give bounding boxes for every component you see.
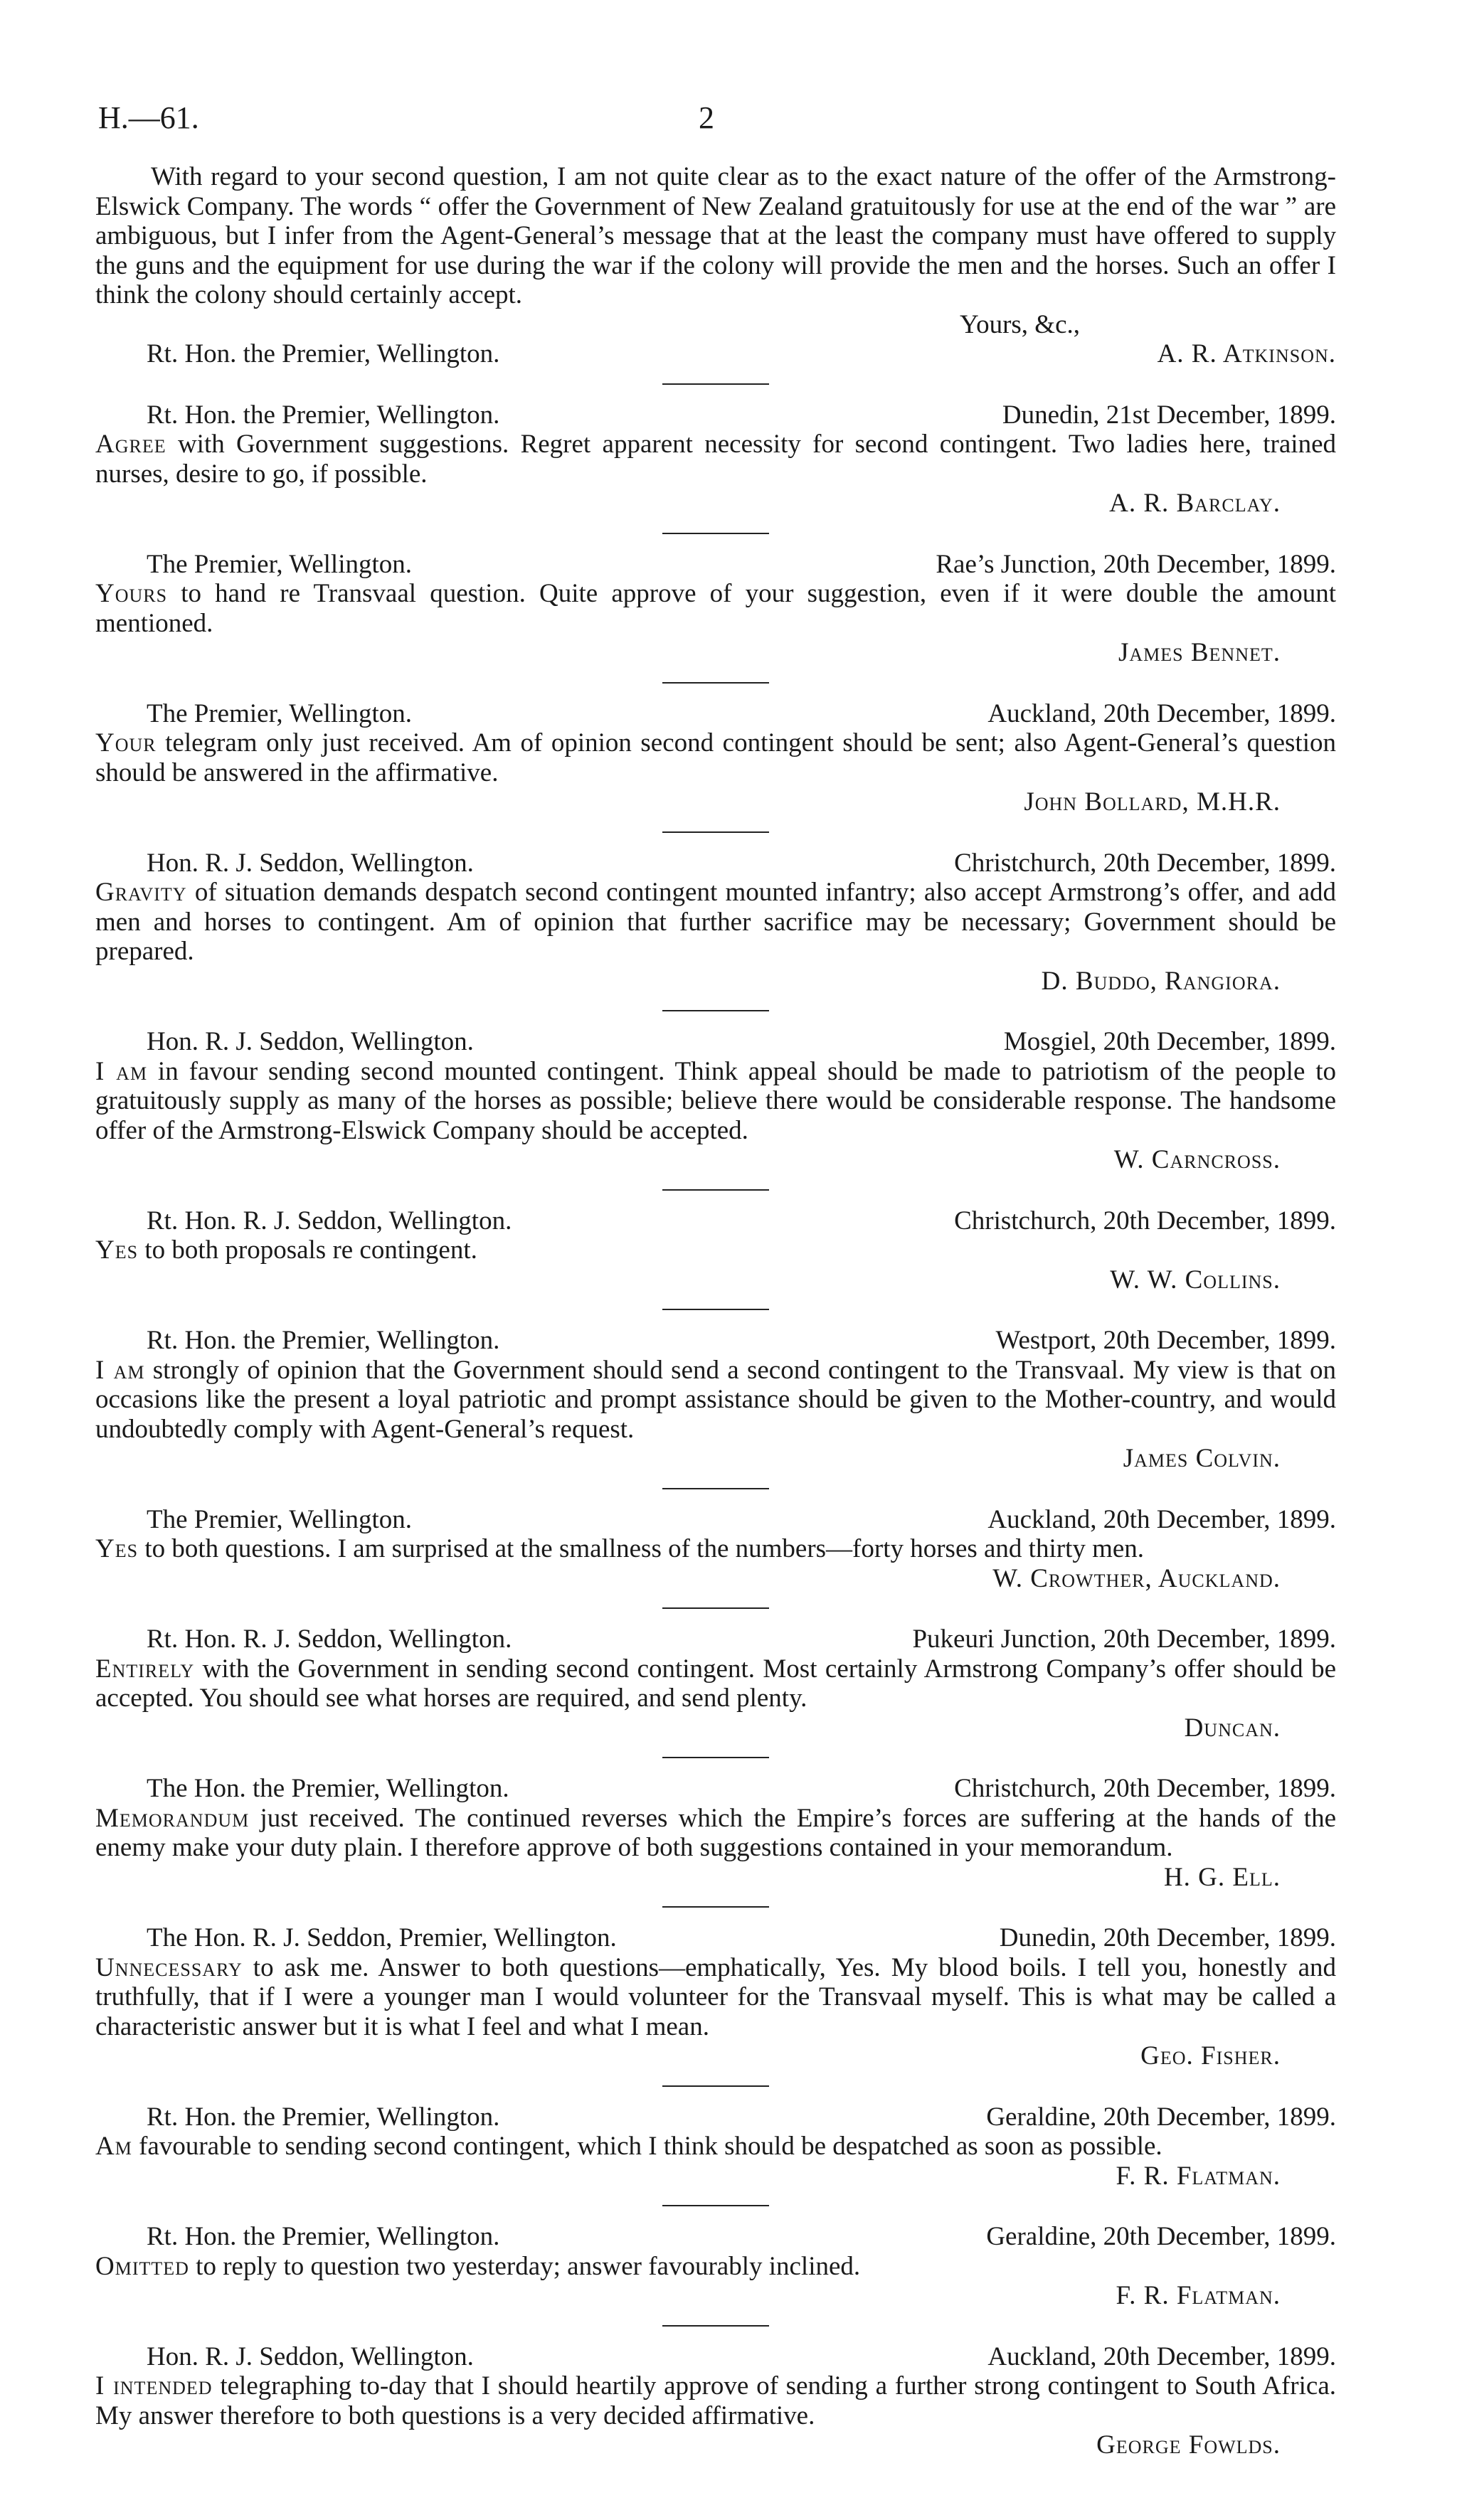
document-body: [95, 162, 1336, 2460]
telegram-body: [95, 1804, 1336, 1863]
telegram-place-date: Auckland, 20th December, 1899.: [987, 698, 1336, 728]
telegram-place-date: Pukeuri Junction, 20th December, 1899.: [912, 1625, 1336, 1654]
telegram-lead-word: Unnecessary: [95, 1952, 243, 1982]
telegram-entry: [95, 1774, 1336, 1892]
telegram-text: with the Government in sending second contingent. Most certainly Armstrong Company’s offer should be accepted. You should see what horses are required, and send plenty.: [95, 1654, 1336, 1713]
separator-rule: [662, 1607, 769, 1609]
telegram-body: [95, 2252, 1336, 2282]
telegram-header: [95, 1923, 1336, 1953]
telegram-place-date: Christchurch, 20th December, 1899.: [954, 848, 1336, 878]
document-reference: H.—61.: [98, 100, 199, 135]
telegram-addressee: Rt. Hon. the Premier, Wellington.: [147, 2102, 500, 2132]
telegram-place-date: Dunedin, 20th December, 1899.: [999, 1923, 1336, 1952]
separator-rule: [662, 1309, 769, 1310]
telegram-signature: W. Crowther, Auckland.: [992, 1563, 1281, 1593]
separator-rule: [662, 533, 769, 534]
telegram-text: strongly of opinion that the Government should send a second contingent to the Transvaal. My view is that on occasions like the present a loyal patriotic and prompt assistance should be given to the Mother-country, and would undoubtedly comply with Agent-General’s request.: [95, 1355, 1336, 1444]
telegram-list: [95, 383, 1336, 2460]
telegram-entry: [95, 1206, 1336, 1295]
telegram-header: [95, 849, 1336, 878]
separator-rule: [662, 831, 769, 833]
telegram-text: to both proposals re contingent.: [138, 1235, 477, 1265]
telegram-text: telegram only just received. Am of opinion second contingent should be sent; also Agent-General’s question should be answered in the affirmative.: [95, 728, 1336, 787]
telegram-body: [95, 1057, 1336, 1146]
telegram-header: [95, 1505, 1336, 1535]
telegram-body: [95, 1356, 1336, 1445]
telegram-lead-word: Gravity: [95, 878, 187, 907]
telegram-text: to hand re Transvaal question. Quite approve of your suggestion, even if it were double the amount mentioned.: [95, 579, 1336, 638]
telegram-lead-word: Your: [95, 728, 157, 757]
telegram-text: favourable to sending second contingent, which I think should be despatched as soon as possible.: [132, 2132, 1162, 2161]
telegram-body: [95, 1654, 1336, 1713]
telegram-addressee: The Hon. the Premier, Wellington.: [147, 1774, 509, 1803]
telegram-header: [95, 2342, 1336, 2372]
telegram-signature: H. G. Ell.: [1163, 1862, 1281, 1892]
telegram-header: [95, 1774, 1336, 1804]
intro-addressee: Rt. Hon. the Premier, Wellington.: [147, 339, 500, 368]
telegram-addressee: Rt. Hon. R. J. Seddon, Wellington.: [147, 1625, 512, 1654]
telegram-entry: [95, 2102, 1336, 2191]
telegram-body: [95, 1953, 1336, 2042]
telegram-entry: [95, 1625, 1336, 1743]
telegram-signature: D. Buddo, Rangiora.: [1041, 966, 1281, 996]
telegram-lead-word: Yours: [95, 579, 168, 608]
telegram-header: [95, 1206, 1336, 1236]
telegram-place-date: Christchurch, 20th December, 1899.: [954, 1774, 1336, 1803]
separator-rule: [662, 2085, 769, 2087]
telegram-addressee: Rt. Hon. the Premier, Wellington.: [147, 1326, 500, 1355]
telegram-body: [95, 1534, 1336, 1564]
telegram-addressee: The Hon. R. J. Seddon, Premier, Wellington.: [147, 1923, 617, 1952]
telegram-signature: W. Carncross.: [1113, 1145, 1281, 1174]
telegram-lead-word: I am: [95, 1056, 148, 1086]
telegram-header: [95, 2102, 1336, 2132]
telegram-body: [95, 579, 1336, 638]
telegram-addressee: Rt. Hon. the Premier, Wellington.: [147, 400, 500, 430]
separator-rule: [662, 1488, 769, 1489]
separator-rule: [662, 383, 769, 385]
telegram-entry: [95, 1505, 1336, 1594]
telegram-body: [95, 430, 1336, 489]
separator-rule: [662, 1189, 769, 1191]
telegram-lead-word: Am: [95, 2132, 132, 2161]
separator-rule: [662, 2205, 769, 2206]
telegram-place-date: Rae’s Junction, 20th December, 1899.: [936, 549, 1336, 579]
telegram-text: to ask me. Answer to both questions—emphatically, Yes. My blood boils. I tell you, honestly and truthfully, that if I were a younger man I would volunteer for the Transvaal myself. This is what may be called a characteristic answer but it is what I feel and what I mean.: [95, 1952, 1336, 2041]
telegram-header: [95, 2222, 1336, 2252]
intro-signature: A. R. Atkinson.: [1157, 339, 1336, 368]
telegram-place-date: Geraldine, 20th December, 1899.: [986, 2222, 1336, 2251]
telegram-body: [95, 2371, 1336, 2430]
telegram-place-date: Westport, 20th December, 1899.: [995, 1326, 1336, 1355]
telegram-signature: Duncan.: [1184, 1713, 1281, 1743]
telegram-body: [95, 1235, 1336, 1265]
telegram-entry: [95, 2342, 1336, 2460]
telegram-place-date: Auckland, 20th December, 1899.: [987, 2341, 1336, 2371]
telegram-addressee: Hon. R. J. Seddon, Wellington.: [147, 848, 474, 878]
telegram-addressee: The Premier, Wellington.: [147, 549, 412, 579]
telegram-place-date: Mosgiel, 20th December, 1899.: [1003, 1027, 1336, 1056]
telegram-entry: [95, 400, 1336, 519]
telegram-signature: F. R. Flatman.: [1116, 2161, 1281, 2191]
separator-rule: [662, 1010, 769, 1011]
telegram-lead-word: Yes: [95, 1534, 139, 1563]
telegram-header: [95, 1625, 1336, 1654]
telegram-lead-word: Agree: [95, 430, 166, 459]
telegram-addressee: Rt. Hon. the Premier, Wellington.: [147, 2222, 500, 2251]
telegram-addressee: Hon. R. J. Seddon, Wellington.: [147, 2341, 474, 2371]
intro-paragraph: With regard to your second question, I am not quite clear as to the exact nature of the offer of the Armstrong-Elswick Company. The words “ offer the Government of New Zealand gratuitously for use at the end of the war ” are ambiguous, but I infer from the Agent-General’s message that at the least the company must have offered to supply the guns and the equipment for use during the war if the colony will provide the men and the horses. Such an offer I think the colony should certainly accept.: [95, 162, 1336, 309]
telegram-addressee: Hon. R. J. Seddon, Wellington.: [147, 1027, 474, 1056]
telegram-entry: [95, 849, 1336, 996]
telegram-signature: John Bollard, M.H.R.: [1024, 787, 1281, 817]
telegram-header: [95, 400, 1336, 430]
telegram-body: [95, 2132, 1336, 2162]
telegram-header: [95, 699, 1336, 729]
separator-rule: [662, 2325, 769, 2327]
telegram-entry: [95, 2222, 1336, 2311]
telegram-lead-word: Memorandum: [95, 1803, 250, 1833]
telegram-place-date: Christchurch, 20th December, 1899.: [954, 1206, 1336, 1235]
telegram-signature: F. R. Flatman.: [1116, 2281, 1281, 2310]
telegram-entry: [95, 1326, 1336, 1474]
telegram-lead-word: I am: [95, 1355, 145, 1385]
telegram-signature: James Colvin.: [1123, 1444, 1281, 1473]
telegram-lead-word: I intended: [95, 2371, 213, 2401]
separator-rule: [662, 1906, 769, 1908]
telegram-header: [95, 1326, 1336, 1356]
telegram-text: in favour sending second mounted contingent. Think appeal should be made to patriotism of the people to gratuitously supply as many of the horses as possible; believe there would be considerable response. The handsome offer of the Armstrong-Elswick Company should be accepted.: [95, 1056, 1336, 1145]
telegram-text: telegraphing to-day that I should heartily approve of sending a further strong contingent to South Africa. My answer therefore to both questions is a very decided affirmative.: [95, 2371, 1337, 2430]
telegram-header: [95, 1027, 1336, 1057]
telegram-lead-word: Yes: [95, 1235, 139, 1265]
telegram-body: [95, 878, 1336, 967]
telegram-signature: W. W. Collins.: [1110, 1265, 1281, 1294]
telegram-place-date: Dunedin, 21st December, 1899.: [1002, 400, 1336, 430]
telegram-entry: [95, 1923, 1336, 2071]
telegram-entry: [95, 1027, 1336, 1175]
telegram-text: of situation demands despatch second contingent mounted infantry; also accept Armstrong’s offer, and add men and horses to contingent. Am of opinion that further sacrifice may be necessary; Government should be prepared.: [95, 878, 1336, 966]
telegram-addressee: Rt. Hon. R. J. Seddon, Wellington.: [147, 1206, 512, 1235]
telegram-addressee: The Premier, Wellington.: [147, 698, 412, 728]
telegram-signature: Geo. Fisher.: [1140, 2041, 1281, 2070]
telegram-text: to both questions. I am surprised at the smallness of the numbers—forty horses and thirty men.: [138, 1534, 1145, 1563]
telegram-place-date: Auckland, 20th December, 1899.: [987, 1504, 1336, 1534]
telegram-lead-word: Entirely: [95, 1654, 195, 1684]
telegram-lead-word: Omitted: [95, 2251, 189, 2281]
telegram-header: [95, 550, 1336, 580]
telegram-entry: [95, 699, 1336, 817]
telegram-signature: A. R. Barclay.: [1109, 489, 1281, 518]
telegram-body: [95, 728, 1336, 787]
separator-rule: [662, 682, 769, 684]
telegram-text: with Government suggestions. Regret apparent necessity for second contingent. Two ladies here, trained nurses, desire to go, if possible.: [95, 430, 1336, 489]
telegram-entry: [95, 550, 1336, 668]
telegram-signature: James Bennet.: [1118, 638, 1281, 667]
intro-letter: [95, 162, 1336, 369]
telegram-text: just received. The continued reverses which the Empire’s forces are suffering at the hands of the enemy make your duty plain. I therefore approve of both suggestions contained in your memorandum.: [95, 1803, 1336, 1862]
telegram-signature: George Fowlds.: [1096, 2430, 1281, 2460]
telegram-text: to reply to question two yesterday; answer favourably inclined.: [189, 2251, 861, 2281]
separator-rule: [662, 1757, 769, 1758]
telegram-place-date: Geraldine, 20th December, 1899.: [986, 2102, 1336, 2132]
intro-closing: Yours, &c.,: [960, 309, 1080, 339]
telegram-addressee: The Premier, Wellington.: [147, 1504, 412, 1534]
page-number: 2: [699, 100, 714, 135]
